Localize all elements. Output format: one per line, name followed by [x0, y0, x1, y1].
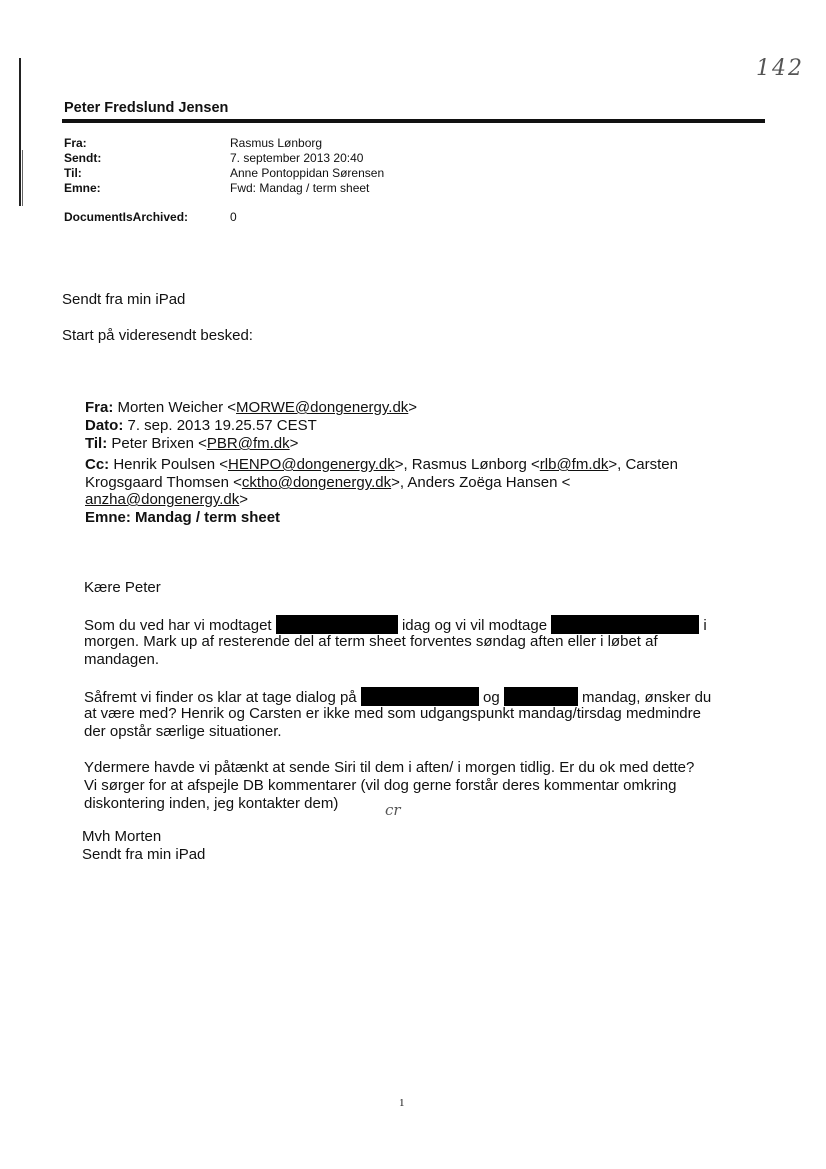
p1-text-c: i — [699, 617, 707, 634]
forwarded-date-row — [85, 417, 317, 435]
forwarded-subject-label: Emne: — [85, 509, 131, 526]
forwarded-to-email-link[interactable]: PBR@fm.dk — [206, 435, 290, 452]
cc-1-email-link[interactable]: HENPO@dongenergy.dk — [228, 456, 395, 473]
p2-text-c: mandag, ønsker du — [577, 689, 712, 706]
header-subject-label: Emne: — [64, 181, 101, 195]
forwarded-from-label: Fra: — [85, 399, 114, 416]
header-archived-label: DocumentIsArchived: — [64, 210, 189, 224]
paragraph-3-line-1: Ydermere havde vi påtænkt at sende Siri til dem i aften/ i morgen tidlig. Er du ok med dette? — [84, 759, 695, 776]
scan-margin-line — [19, 58, 21, 206]
paragraph-2-line-1 — [84, 687, 711, 707]
cc-2-name: >, Rasmus Lønborg < — [394, 456, 540, 473]
forwarded-subject-value: Mandag / term sheet — [135, 509, 281, 526]
cc-line3-email-link[interactable]: anzha@dongenergy.dk — [85, 491, 240, 508]
paragraph-1-line-2: morgen. Mark up af resterende del af term sheet forventes søndag aften eller i løbet af — [84, 633, 658, 650]
margin-annotation: 142 — [756, 56, 804, 81]
redaction-block — [276, 615, 398, 634]
cc-line2-email-link[interactable]: cktho@dongenergy.dk — [241, 474, 392, 491]
cc-3-name: >, Carsten — [608, 456, 678, 473]
p1-text-b: idag og vi vil modtage — [397, 617, 552, 634]
forwarded-cc-row-3 — [85, 491, 248, 509]
header-sent-value: 7. september 2013 20:40 — [230, 151, 364, 165]
signature-line: Sendt fra min iPad — [82, 846, 206, 863]
header-from-label: Fra: — [64, 136, 87, 150]
page-number: 1 — [399, 1097, 405, 1109]
forwarded-to-name: Peter Brixen < — [111, 435, 207, 452]
paragraph-2-line-2: at være med? Henrik og Carsten er ikke med som udgangspunkt mandag/tirsdag medmindre — [84, 705, 701, 722]
cc-2-email-link[interactable]: rlb@fm.dk — [539, 456, 609, 473]
forwarded-to-row — [85, 435, 298, 453]
forwarded-to-close: > — [289, 435, 299, 452]
p2-text-a: Såfremt vi finder os klar at tage dialog på — [84, 689, 361, 706]
paragraph-3-line-3: diskontering inden, jeg kontakter dem) — [84, 795, 339, 812]
paragraph-1-line-3: mandagen. — [84, 651, 160, 668]
signoff: Mvh Morten — [82, 828, 162, 845]
forwarded-cc-row-2 — [85, 474, 570, 492]
redaction-block — [551, 615, 699, 634]
paragraph-1-line-1 — [84, 615, 707, 635]
header-divider — [62, 119, 765, 123]
mailbox-owner-name: Peter Fredslund Jensen — [64, 100, 229, 116]
forwarded-to-label: Til: — [85, 435, 108, 452]
header-archived-value: 0 — [230, 210, 237, 224]
cc-line2-name: Krogsgaard Thomsen < — [85, 474, 242, 491]
scan-margin-line-short — [22, 150, 23, 206]
header-from-value: Rasmus Lønborg — [230, 136, 323, 150]
sent-from-line: Sendt fra min iPad — [62, 291, 186, 308]
forwarded-subject-row — [85, 509, 280, 527]
forwarded-cc-label: Cc: — [85, 456, 110, 473]
forwarded-from-name: Morten Weicher < — [117, 399, 237, 416]
redaction-block — [504, 687, 578, 706]
forwarded-from-email-link[interactable]: MORWE@dongenergy.dk — [236, 399, 409, 416]
p1-text-a: Som du ved har vi modtaget — [84, 617, 276, 634]
paragraph-3-line-2: Vi sørger for at afspejle DB kommentarer (vil dog gerne forstår deres kommentar omkring — [84, 777, 677, 794]
header-to-label: Til: — [64, 166, 82, 180]
header-sent-label: Sendt: — [64, 151, 102, 165]
paragraph-2-line-3: der opstår særlige situationer. — [84, 723, 282, 740]
header-to-value: Anne Pontoppidan Sørensen — [230, 166, 385, 180]
greeting: Kære Peter — [84, 579, 161, 596]
forward-notice: Start på videresendt besked: — [62, 327, 253, 344]
forwarded-date-label: Dato: — [85, 417, 124, 434]
cc-line2-rest: >, Anders Zoëga Hansen < — [391, 474, 571, 491]
forwarded-from-row — [85, 399, 417, 417]
forwarded-cc-row — [85, 456, 678, 474]
p2-text-b: og — [478, 689, 504, 706]
redaction-block — [361, 687, 479, 706]
cc-1-name: Henrik Poulsen < — [113, 456, 228, 473]
header-subject-value: Fwd: Mandag / term sheet — [230, 181, 370, 195]
forwarded-date-value: 7. sep. 2013 19.25.57 CEST — [127, 417, 317, 434]
handwritten-mark: cr — [385, 801, 401, 819]
forwarded-from-close: > — [408, 399, 418, 416]
cc-line3-close: > — [239, 491, 248, 508]
